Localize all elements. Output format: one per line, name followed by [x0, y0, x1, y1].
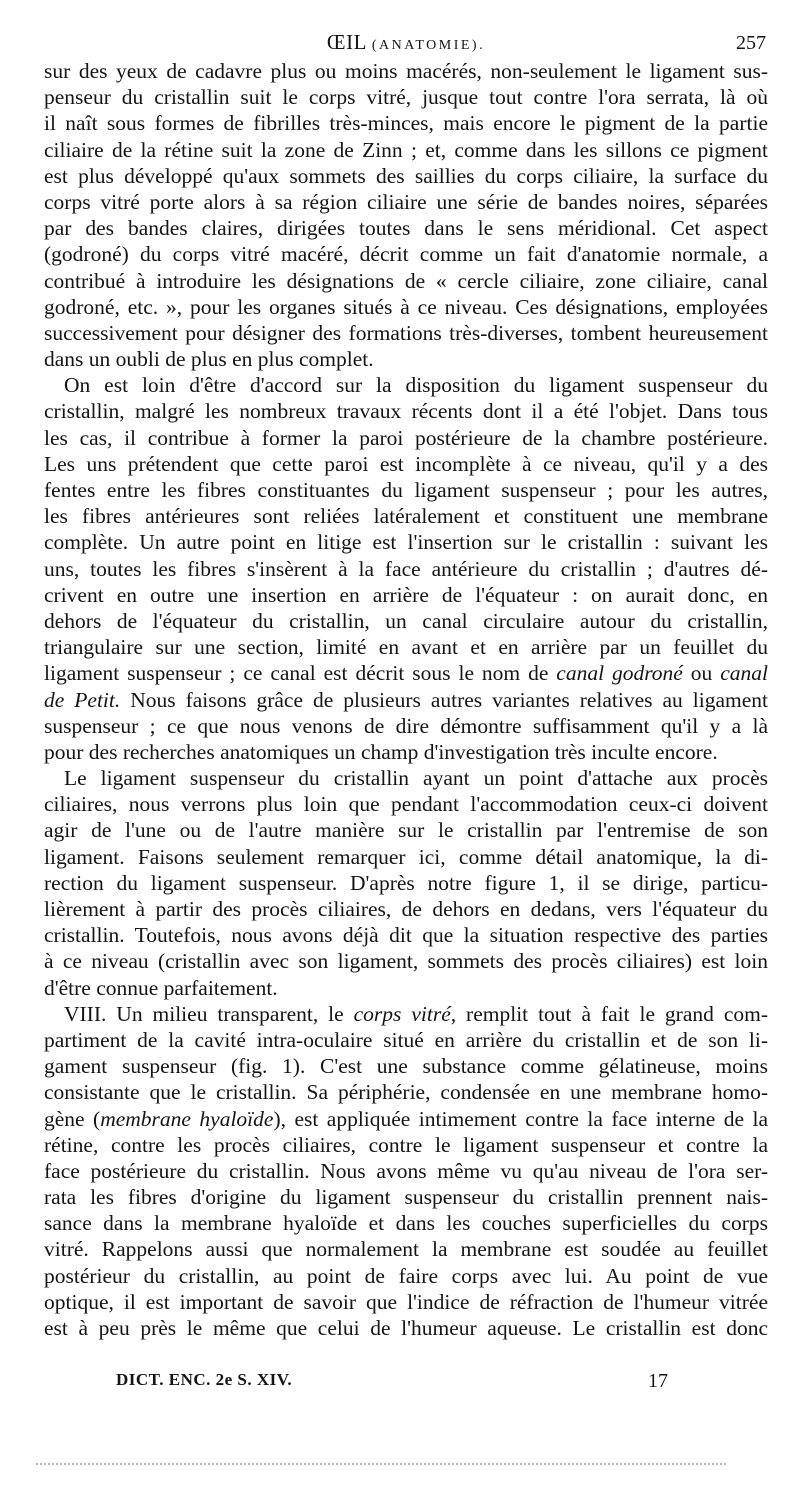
text-line: ligament suspenseur ; ce canal est décrit sous le nom de canal godroné ou canal — [44, 661, 768, 686]
text-line: les fibres antérieures sont reliées latéralement et constituent une membrane — [44, 504, 768, 529]
text-line: à ce niveau (cristallin avec son ligament, sommets des procès ciliaires) est loin — [44, 949, 768, 974]
text-line: d'être connue parfaitement. — [44, 975, 278, 1000]
text-line: cristallin. Toutefois, nous avons déjà dit que la situation respective des parties — [44, 923, 768, 948]
text-line: vitré. Rappelons aussi que normalement la membrane est soudée au feuillet — [44, 1237, 768, 1262]
bottom-dotted-rule — [36, 1463, 726, 1465]
body-text — [44, 58, 768, 1341]
text-line: rection du ligament suspenseur. D'après notre figure 1, il se dirige, particu- — [44, 870, 768, 895]
text-line: crivent en outre une insertion en arrière de l'équateur : on aurait donc, en — [44, 582, 768, 607]
text-line: gène (membrane hyaloïde), est appliquée intimement contre la face interne de la — [44, 1106, 768, 1131]
running-title: ŒIL — [326, 30, 367, 54]
text-line: VIII. Un milieu transparent, le corps vitré, remplit tout à fait le grand com- — [64, 1001, 768, 1026]
text-line: pour des recherches anatomiques un champ d'investigation très inculte encore. — [44, 739, 718, 764]
page-header — [44, 30, 768, 60]
running-head — [44, 30, 768, 55]
sheet-number: 17 — [648, 1370, 668, 1392]
text-line: gament suspenseur (fig. 1). C'est une substance comme gélatineuse, moins — [44, 1054, 768, 1079]
text-line: sance dans la membrane hyaloïde et dans les couches superficielles du corps — [44, 1211, 768, 1236]
text-line: est à peu près le même que celui de l'humeur aqueuse. Le cristallin est donc — [44, 1316, 768, 1340]
text-line: consistante que le cristallin. Sa périphérie, condensée en une membrane homo- — [44, 1080, 768, 1105]
text-line: lièrement à partir des procès ciliaires, de dehors en dedans, vers l'équateur du — [44, 897, 768, 921]
printer-signature: DICT. ENC. 2e S. XIV. — [116, 1370, 293, 1389]
text-line: penseur du cristallin suit le corps vitré, jusque tout contre l'ora serrata, là où — [44, 85, 768, 110]
text-line: il naît sous formes de fibrilles très-minces, mais encore le pigment de la partie — [44, 111, 768, 136]
text-line: corps vitré porte alors à sa région ciliaire une série de bandes noires, séparées — [44, 189, 768, 214]
running-subtitle: (ANATOMIE). — [371, 38, 486, 53]
text-line: par des bandes claires, dirigées toutes dans le sens méridional. Cet aspect — [44, 216, 768, 241]
text-line: agir de l'une ou de l'autre manière sur le cristallin par l'entremise de son — [44, 818, 768, 843]
text-line: cristallin, malgré les nombreux travaux récents dont il a été l'objet. Dans tous — [44, 399, 768, 424]
text-line: ligament. Faisons seulement remarquer ici, comme détail anatomique, la di- — [44, 844, 768, 869]
text-line: (godroné) du corps vitré macéré, décrit comme un fait d'anatomie normale, a — [44, 242, 768, 267]
text-line: contribué à introduire les désignations de « cercle ciliaire, zone ciliaire, canal — [44, 268, 768, 293]
text-line: sur des yeux de cadavre plus ou moins macérés, non-seulement le ligament sus- — [44, 59, 768, 83]
text-line: de Petit. Nous faisons grâce de plusieurs autres variantes relatives au ligament — [44, 687, 768, 712]
text-line: successivement pour désigner des formations très-diverses, tombent heureusement — [44, 320, 768, 345]
text-line: dans un oubli de plus en plus complet. — [44, 347, 374, 372]
text-line: les cas, il contribue à former la paroi postérieure de la chambre postérieure. — [44, 425, 768, 450]
text-line: On est loin d'être d'accord sur la disposition du ligament suspenseur du — [64, 373, 768, 398]
text-line: suspenseur ; ce que nous venons de dire démontre suffisamment qu'il y a là — [44, 713, 768, 738]
text-line: face postérieure du cristallin. Nous avons même vu qu'au niveau de l'ora ser- — [44, 1158, 768, 1183]
text-line: partiment de la cavité intra-oculaire situé en arrière du cristallin et de son li- — [44, 1027, 768, 1052]
text-line: Les uns prétendent que cette paroi est incomplète à ce niveau, qu'il y a des — [44, 451, 768, 476]
text-line: ciliaires, nous verrons plus loin que pendant l'accommodation ceux-ci doivent — [44, 792, 768, 817]
page-number: 257 — [736, 32, 766, 54]
text-line: triangulaire sur une section, limité en avant et en arrière par un feuillet du — [44, 635, 768, 660]
text-line: complète. Un autre point en litige est l'insertion sur le cristallin : suivant les — [44, 530, 768, 555]
text-line: fentes entre les fibres constituantes du ligament suspenseur ; pour les autres, — [44, 478, 768, 502]
text-line: uns, toutes les fibres s'insèrent à la face antérieure du cristallin ; d'autres dé- — [44, 556, 768, 581]
page-footer — [44, 1370, 768, 1400]
text-line: optique, il est important de savoir que l'indice de réfraction de l'humeur vitrée — [44, 1289, 768, 1314]
text-line: Le ligament suspenseur du cristallin ayant un point d'attache aux procès — [64, 766, 768, 791]
text-line: rata les fibres d'origine du ligament suspenseur du cristallin prennent nais- — [44, 1185, 768, 1210]
text-line: est plus développé qu'aux sommets des saillies du corps ciliaire, la surface du — [44, 163, 768, 188]
text-line: dehors de l'équateur du cristallin, un canal circulaire autour du cristallin, — [44, 608, 768, 633]
text-line: godroné, etc. », pour les organes situés à ce niveau. Ces désignations, employées — [44, 294, 768, 319]
text-line: rétine, contre les procès ciliaires, contre le ligament suspenseur et contre la — [44, 1132, 768, 1157]
text-line: postérieur du cristallin, au point de faire corps avec lui. Au point de vue — [44, 1263, 768, 1288]
text-line: ciliaire de la rétine suit la zone de Zinn ; et, comme dans les sillons ce pigment — [44, 137, 768, 162]
